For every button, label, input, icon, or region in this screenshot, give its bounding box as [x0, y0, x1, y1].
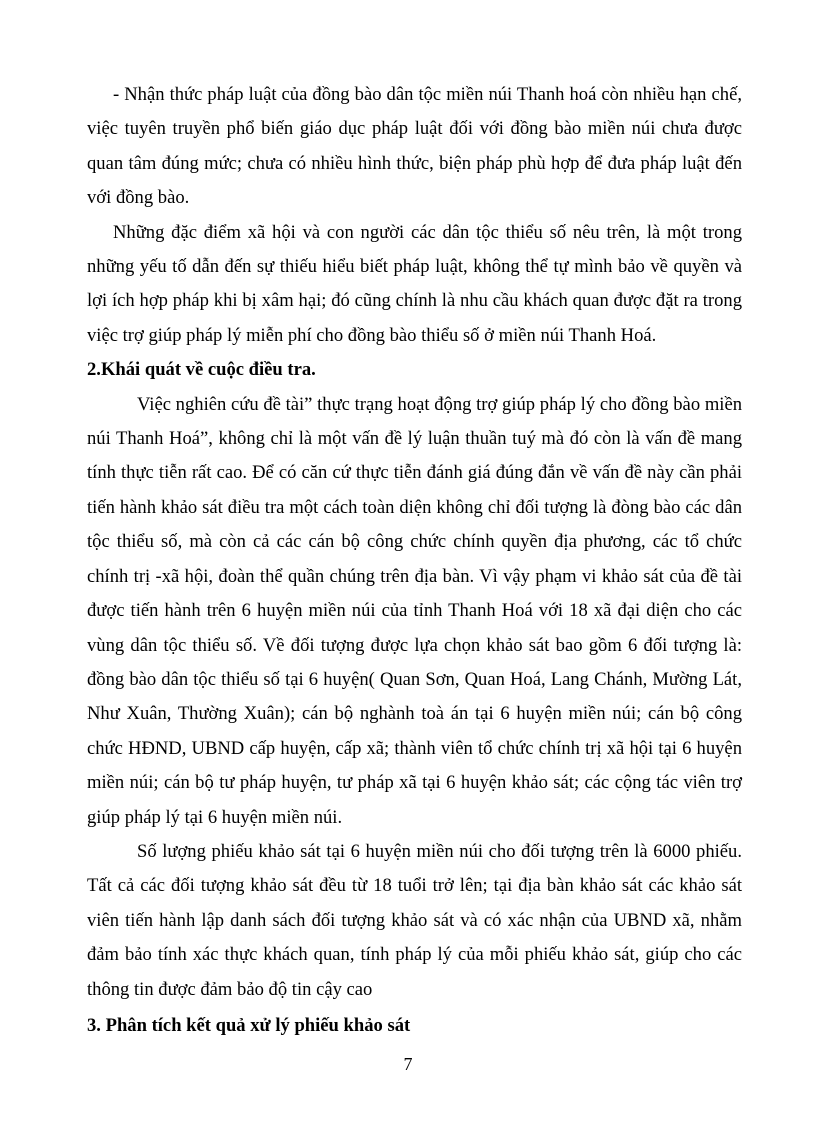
paragraph-legal-awareness: - Nhận thức pháp luật của đồng bào dân tộc miền núi Thanh hoá còn nhiều hạn chế, việc tuyên truyền phổ biến giáo dục pháp luật đối với đồng bào miền núi chưa được quan tâm đúng mức; chưa có nhiều hình thức, biện pháp phù hợp để đưa pháp luật đến với đồng bào. — [87, 84, 742, 209]
paragraph-social-characteristics: Những đặc điểm xã hội và con người các dân tộc thiểu số nêu trên, là một trong những yếu tố dẫn đến sự thiếu hiểu biết pháp luật, không thể tự mình bảo về quyền và lợi ích hợp pháp khi bị xâm hại; đó cũng chính là nhu cầu khách quan được đặt ra trong việc trợ giúp pháp lý miễn phí cho đồng bào thiểu số ở miền núi Thanh Hoá. — [87, 221, 742, 346]
paragraph-survey-count: Số lượng phiếu khảo sát tại 6 huyện miền núi cho đối tượng trên là 6000 phiếu. Tất cả các đối tượng khảo sát đều từ 18 tuổi trở lên; tại địa bàn khảo sát các khảo sát viên tiến hành lập danh sách đối tượng khảo sát và có xác nhận của UBND xã, nhằm đảm bảo tính xác thực khách quan, tính pháp lý của mỗi phiếu khảo sát, giúp cho các thông tin được đảm bảo độ tin cậy cao — [87, 840, 742, 1000]
paragraph-research-scope: Việc nghiên cứu đề tài” thực trạng hoạt động trợ giúp pháp lý cho đồng bào miền núi Thanh Hoá”, không chỉ là một vấn đề lý luận thuần tuý mà đó còn là vấn đề mang tính thực tiễn rất cao. Để có căn cứ thực tiễn đánh giá đúng đắn về vấn đề này cần phải tiến hành khảo sát điều tra một cách toàn diện không chỉ đối tượng là đòng bào các dân tộc thiểu số, mà còn cả các cán bộ công chức chính quyền địa phương, các tổ chức chính trị -xã hội, đoàn thể quần chúng trên địa bàn. Vì vậy phạm vi khảo sát của đề tài được tiến hành trên 6 huyện miền núi của tỉnh Thanh Hoá với 18 xã đại diện cho các vùng dân tộc thiểu số. Về đối tượng được lựa chọn khảo sát bao gồm 6 đối tượng là: đồng bào dân tộc thiểu số tại 6 huyện( Quan Sơn, Quan Hoá, Lang Chánh, Mường Lát, Như Xuân, Thường Xuân); cán bộ nghành toà án tại 6 huyện miền núi; cán bộ công chức HĐND, UBND cấp huyện, cấp xã; thành viên tổ chức chính trị xã hội tại 6 huyện miền núi; cán bộ tư pháp huyện, tư pháp xã tại 6 huyện khảo sát; các cộng tác viên trợ giúp pháp lý tại 6 huyện miền núi. — [87, 393, 742, 828]
section-heading-analysis: 3. Phân tích kết quả xử lý phiếu khảo sát — [87, 1014, 411, 1036]
section-heading-survey-overview: 2.Khái quát về cuộc điều tra. — [87, 359, 316, 381]
page-number: 7 — [403, 1054, 413, 1074]
document-body — [87, 78, 742, 1045]
